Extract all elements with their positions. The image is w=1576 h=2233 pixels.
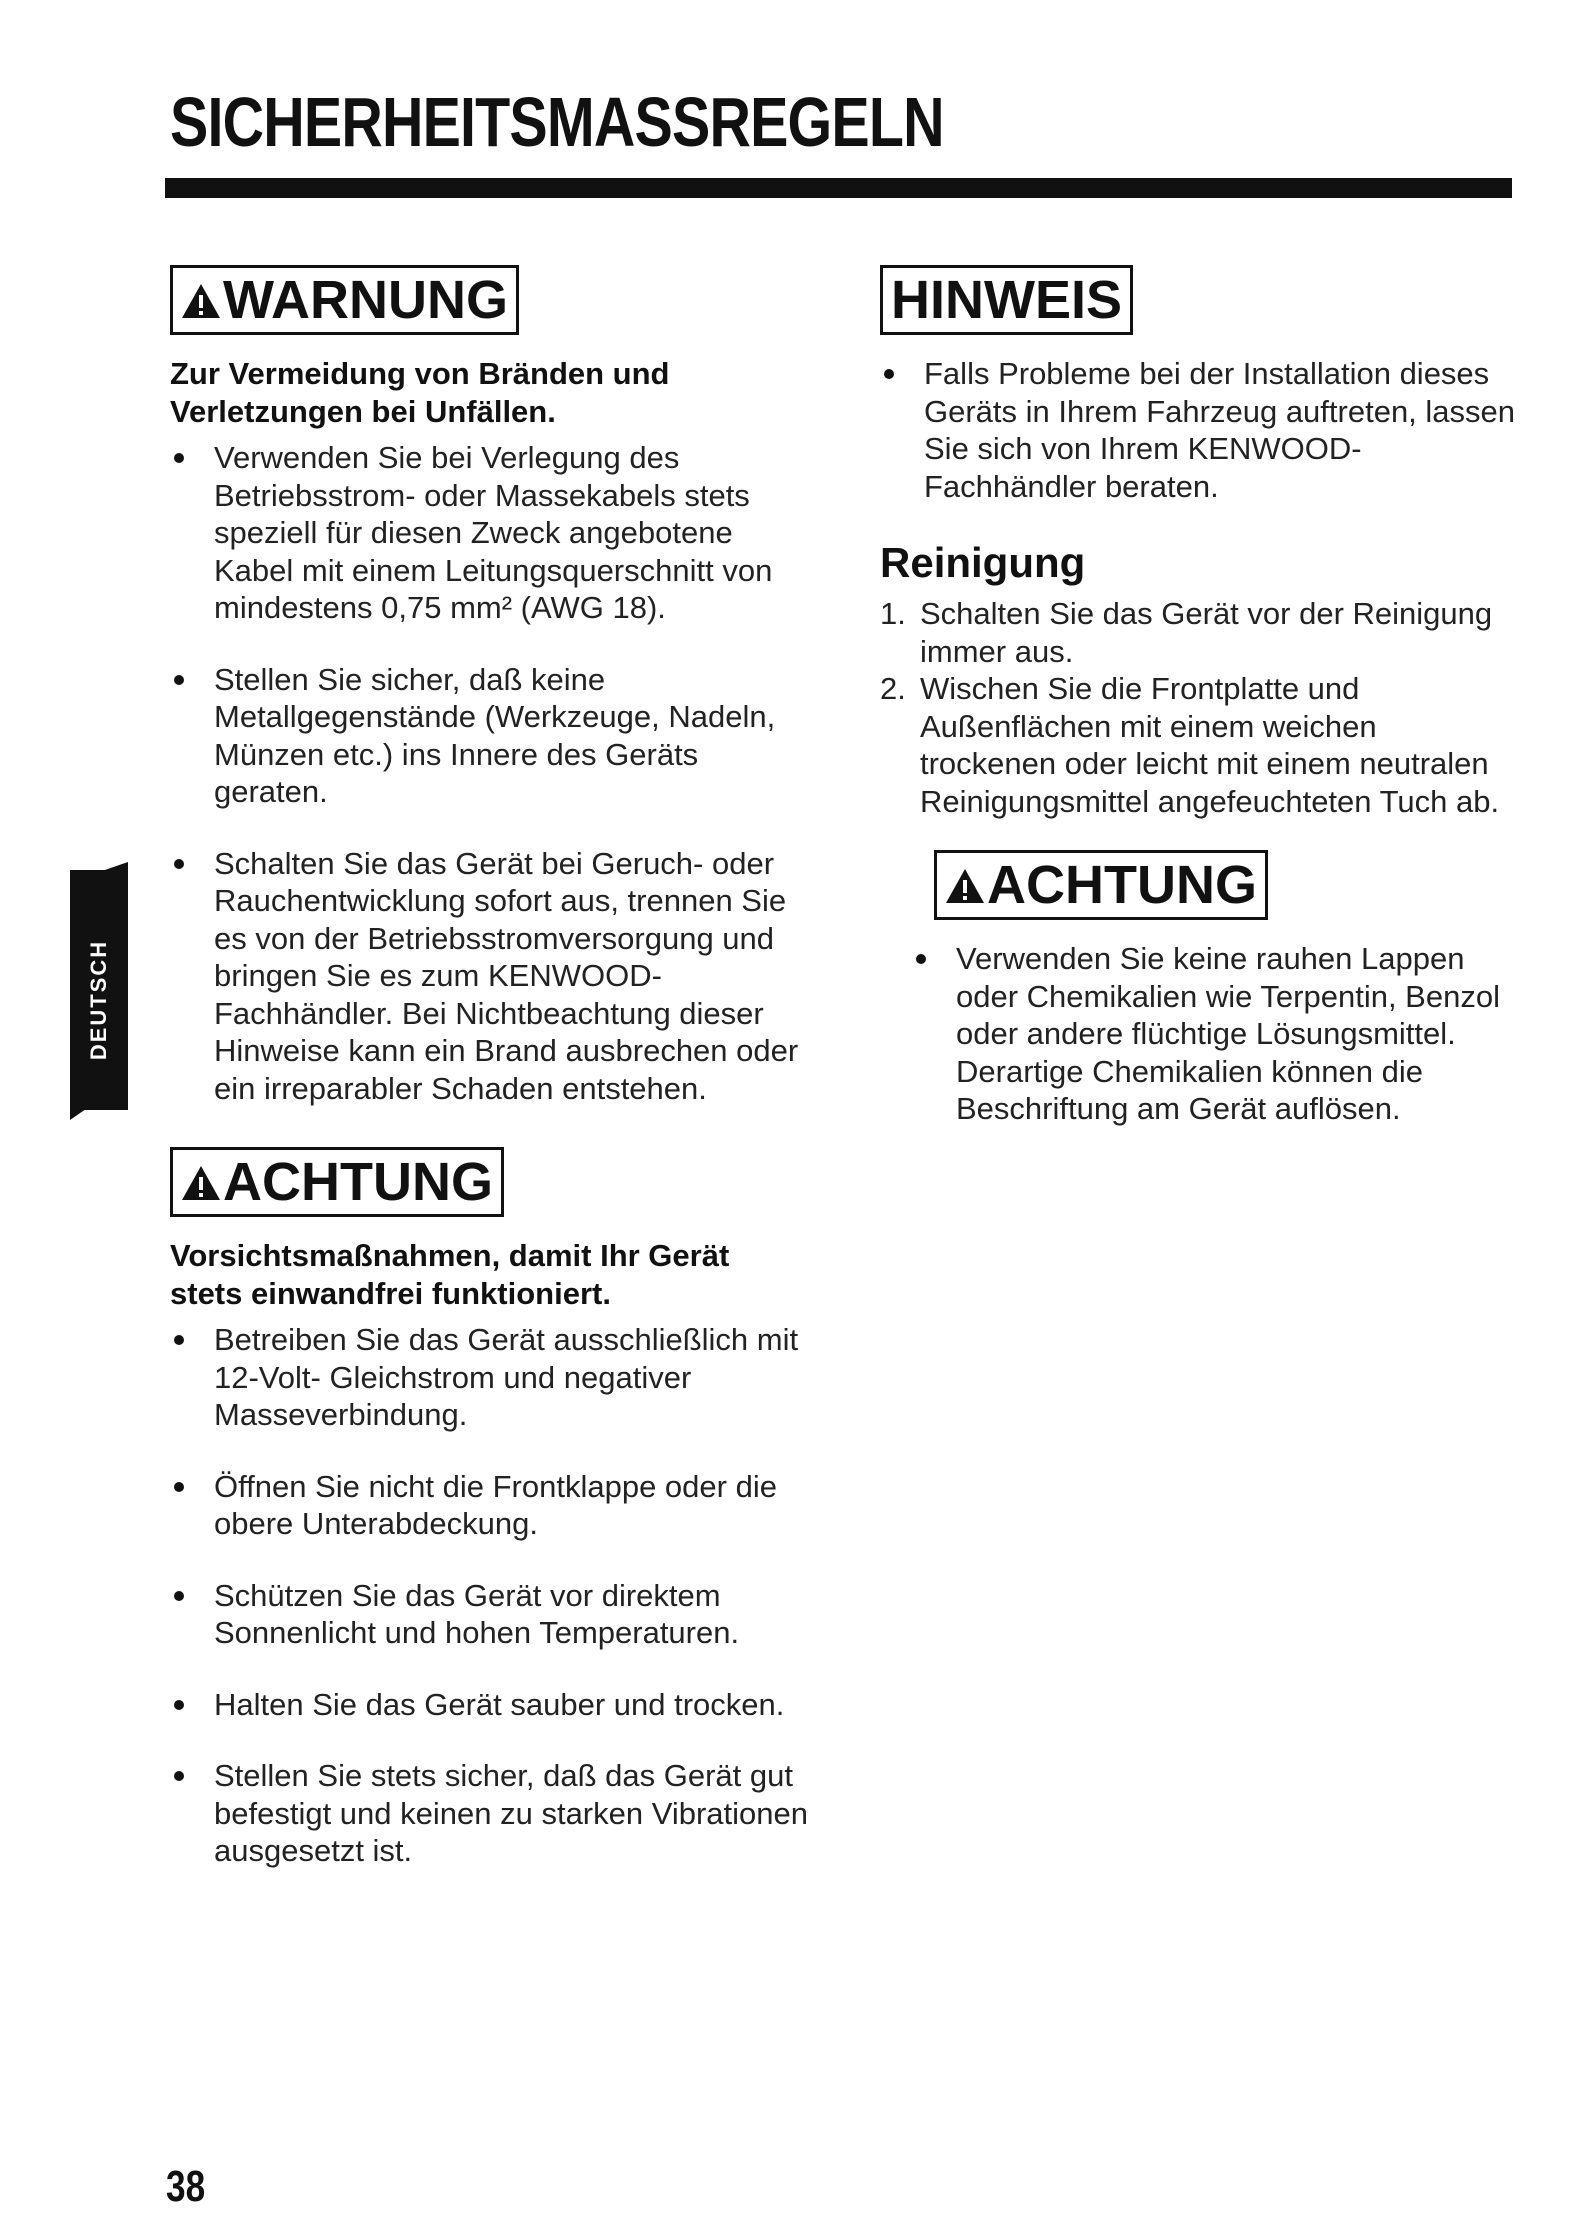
language-tab-label: DEUTSCH bbox=[86, 939, 111, 1061]
left-column bbox=[170, 265, 810, 1904]
list-item: Verwenden Sie keine rauhen Lappen oder Chemikalien wie Terpentin, Benzol oder andere flüchtige Lösungsmittel. Derartige Chemikalien können die Beschriftung am Gerät auflösen. bbox=[912, 940, 1520, 1128]
list-item: Halten Sie das Gerät sauber und trocken. bbox=[170, 1686, 810, 1724]
page-number: 38 bbox=[166, 2162, 206, 2211]
bullet-icon bbox=[174, 675, 184, 685]
warning-heading: WARNUNG bbox=[223, 270, 508, 330]
tab-tail bbox=[70, 1080, 128, 1120]
caution-heading-right: ACHTUNG bbox=[987, 855, 1257, 915]
note-list bbox=[880, 355, 1520, 505]
list-item: 1. Schalten Sie das Gerät vor der Reinigung immer aus. bbox=[880, 596, 1493, 669]
bullet-icon bbox=[174, 453, 184, 463]
right-column bbox=[880, 265, 1520, 1162]
list-item: Falls Probleme bei der Installation dieses Geräts in Ihrem Fahrzeug auftreten, lassen Sie sich von Ihrem KENWOOD-Fachhändler beraten. bbox=[880, 355, 1520, 505]
cleaning-steps bbox=[880, 595, 1520, 820]
bullet-icon bbox=[174, 1771, 184, 1781]
bullet-icon bbox=[174, 1482, 184, 1492]
caution-heading-box bbox=[170, 1147, 504, 1217]
list-item: Stellen Sie stets sicher, daß das Gerät gut befestigt und keinen zu starken Vibrationen ausgesetzt ist. bbox=[170, 1757, 810, 1870]
note-heading: HINWEIS bbox=[891, 270, 1123, 330]
warning-heading-box bbox=[170, 265, 519, 335]
note-heading-box bbox=[880, 265, 1133, 335]
warning-triangle-icon bbox=[181, 1164, 221, 1202]
caution-heading: ACHTUNG bbox=[223, 1152, 493, 1212]
bullet-icon bbox=[174, 1335, 184, 1345]
bullet-icon bbox=[174, 1591, 184, 1601]
bullet-icon bbox=[174, 859, 184, 869]
cleaning-heading: Reinigung bbox=[880, 539, 1086, 586]
list-item: Betreiben Sie das Gerät ausschließlich mit 12-Volt- Gleichstrom und negativer Masseverbindung. bbox=[170, 1321, 810, 1434]
list-item: Schalten Sie das Gerät bei Geruch- oder Rauchentwicklung sofort aus, trennen Sie es von der Betriebsstromversorgung und bringen Sie es zum KENWOOD-Fachhändler. Bei Nichtbeachtung dieser Hinweise kann ein Brand ausbrechen oder ein irreparabler Schaden entstehen. bbox=[170, 845, 810, 1108]
warning-list bbox=[170, 439, 810, 1107]
list-item: Verwenden Sie bei Verlegung des Betriebsstrom- oder Massekabels stets speziell für diesen Zweck angebotene Kabel mit einem Leitungsquerschnitt von mindestens 0,75 mm² (AWG 18). bbox=[170, 439, 810, 627]
caution-heading-box-right bbox=[934, 850, 1268, 920]
list-item: Öffnen Sie nicht die Frontklappe oder die obere Unterabdeckung. bbox=[170, 1468, 810, 1543]
warning-triangle-icon bbox=[945, 867, 985, 905]
page-title: SICHERHEITSMASSREGELN bbox=[170, 83, 944, 161]
list-item: Schützen Sie das Gerät vor direktem Sonnenlicht und hohen Temperaturen. bbox=[170, 1577, 810, 1652]
bullet-icon bbox=[884, 369, 894, 379]
title-rule bbox=[165, 178, 1512, 198]
list-item: 2. Wischen Sie die Frontplatte und Außenflächen mit einem weichen trockenen oder leicht mit einem neutralen Reinigungsmittel angefeuchteten Tuch ab. bbox=[880, 671, 1500, 819]
bullet-icon bbox=[916, 954, 926, 964]
bullet-icon bbox=[174, 1700, 184, 1710]
tab-notch bbox=[70, 862, 128, 882]
warning-triangle-icon bbox=[181, 282, 221, 320]
caution-list-right bbox=[912, 940, 1520, 1128]
caution-subheading: Vorsichtsmaßnahmen, damit Ihr Gerät stets einwandfrei funktioniert. bbox=[170, 1238, 730, 1311]
warning-subheading: Zur Vermeidung von Bränden und Verletzungen bei Unfällen. bbox=[170, 356, 670, 429]
caution-list bbox=[170, 1321, 810, 1870]
list-item: Stellen Sie sicher, daß keine Metallgegenstände (Werkzeuge, Nadeln, Münzen etc.) ins Innere des Geräts geraten. bbox=[170, 661, 810, 811]
